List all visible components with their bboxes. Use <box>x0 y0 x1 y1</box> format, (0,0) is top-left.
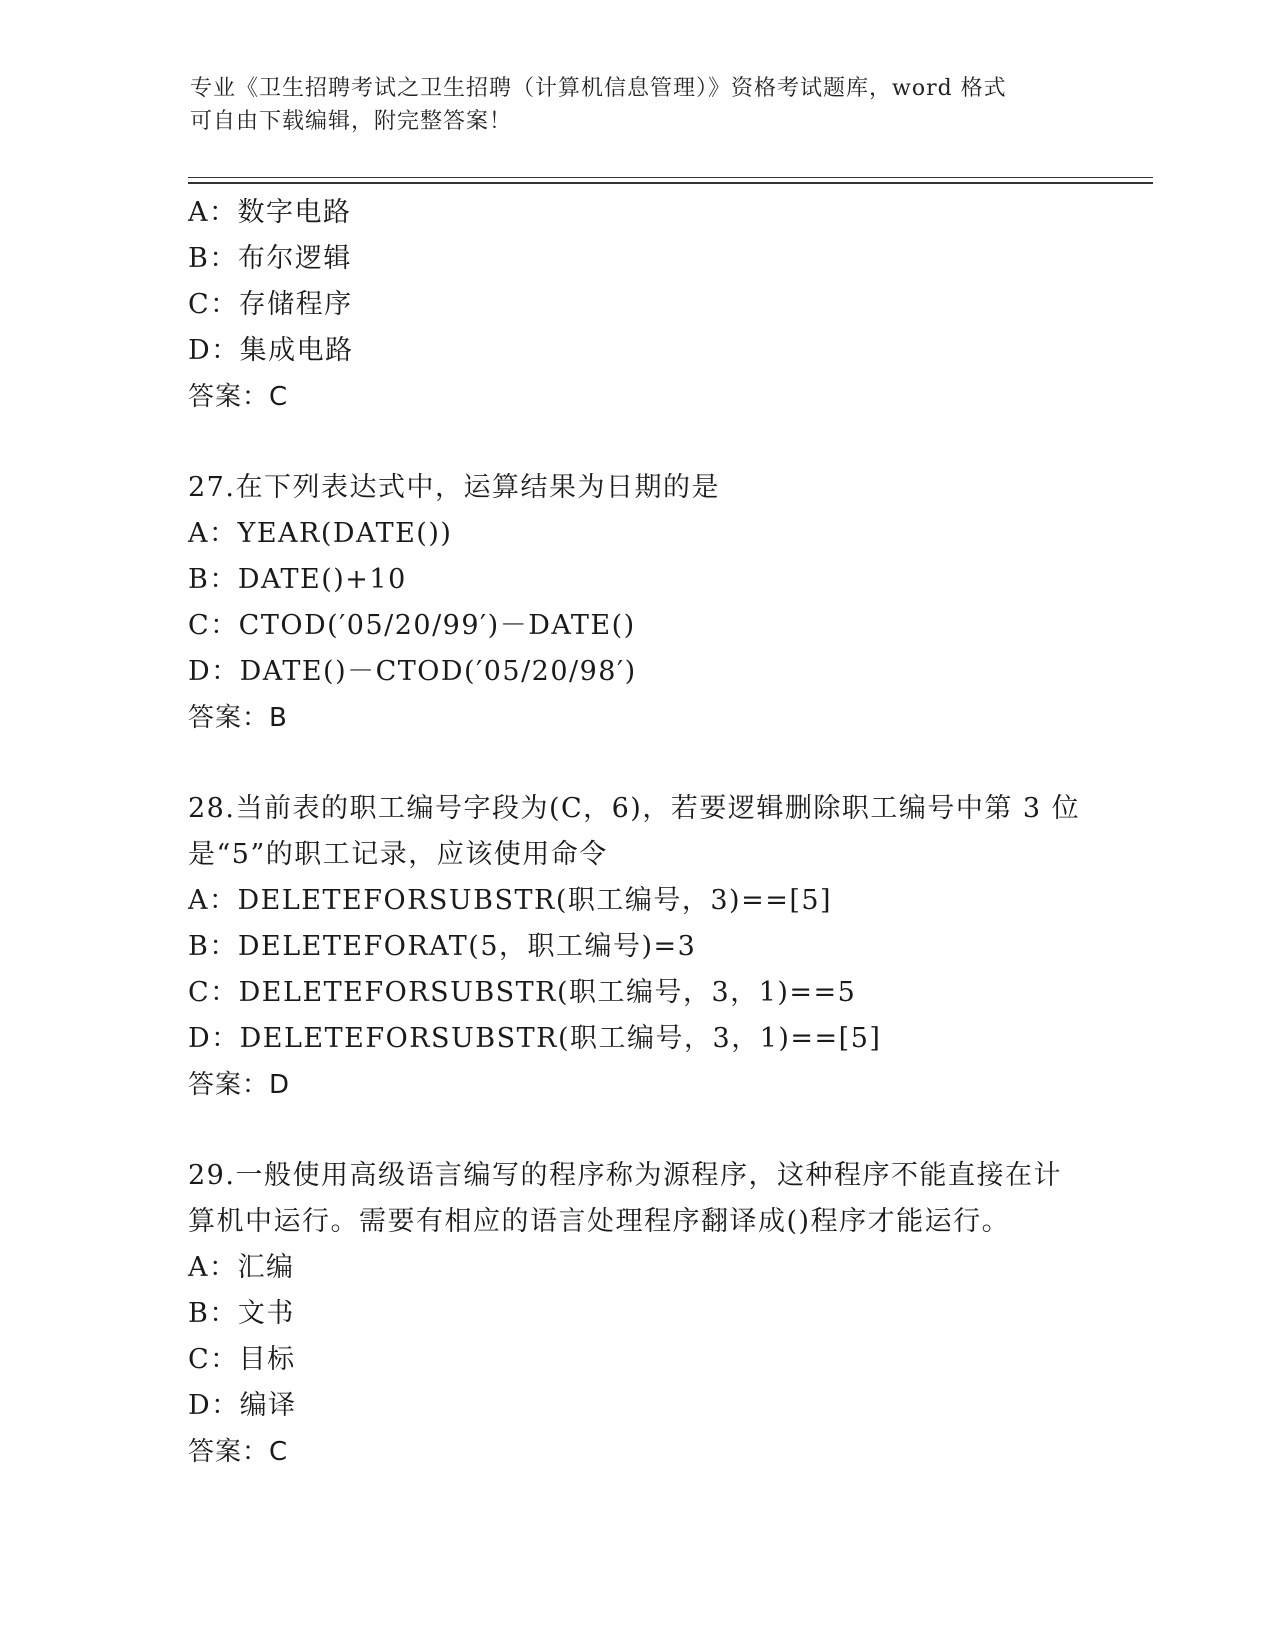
option-c: C：DELETEFORSUBSTR(职工编号，3，1)==5 <box>188 977 857 1008</box>
header-divider-thick <box>188 182 1153 184</box>
answer-line: 答案：D <box>188 1070 291 1100</box>
question-block <box>188 465 1088 741</box>
option-c: C：目标 <box>188 1344 296 1375</box>
option-a: A：DELETEFORSUBSTR(职工编号，3)==[5] <box>188 885 833 916</box>
question-stem: 27.在下列表达式中，运算结果为日期的是 <box>188 472 720 503</box>
question-stem-line-2: 算机中运行。需要有相应的语言处理程序翻译成()程序才能运行。 <box>188 1206 1011 1237</box>
option-d: D：集成电路 <box>188 335 354 366</box>
option-b: B：DATE()+10 <box>188 564 407 595</box>
answer-line: 答案：B <box>188 703 288 733</box>
question-stem-line-2: 是“5”的职工记录，应该使用命令 <box>188 839 608 870</box>
question-spacer <box>188 420 1088 465</box>
option-c: C：CTOD(′05/20/99′)－DATE() <box>188 610 636 641</box>
header-line-1: 专业《卫生招聘考试之卫生招聘（计算机信息管理）》资格考试题库，word 格式 <box>190 76 1007 101</box>
document-header <box>190 72 1090 138</box>
option-b: B：文书 <box>188 1298 295 1329</box>
option-a: A：汇编 <box>188 1252 295 1283</box>
question-list <box>188 190 1088 1475</box>
answer-line: 答案：C <box>188 1437 289 1467</box>
question-stem-line-1: 28.当前表的职工编号字段为(C，6)，若要逻辑删除职工编号中第 3 位 <box>188 793 1081 824</box>
question-block <box>188 786 1088 1108</box>
option-c: C：存储程序 <box>188 289 353 320</box>
question-block <box>188 190 1088 420</box>
option-b: B：布尔逻辑 <box>188 243 352 274</box>
question-block <box>188 1153 1088 1475</box>
option-d: D：DELETEFORSUBSTR(职工编号，3，1)==[5] <box>188 1023 882 1054</box>
header-line-2: 可自由下载编辑，附完整答案！ <box>190 109 513 134</box>
option-a: A：YEAR(DATE()) <box>188 518 453 549</box>
answer-line: 答案：C <box>188 382 289 412</box>
option-d: D：DATE()－CTOD(′05/20/98′) <box>188 656 637 687</box>
option-a: A：数字电路 <box>188 197 352 228</box>
option-d: D：编译 <box>188 1390 297 1421</box>
option-b: B：DELETEFORAT(5，职工编号)=3 <box>188 931 697 962</box>
question-spacer <box>188 741 1088 786</box>
header-divider-thin <box>188 177 1153 178</box>
question-stem-line-1: 29.一般使用高级语言编写的程序称为源程序，这种程序不能直接在计 <box>188 1160 1062 1191</box>
question-spacer <box>188 1108 1088 1153</box>
